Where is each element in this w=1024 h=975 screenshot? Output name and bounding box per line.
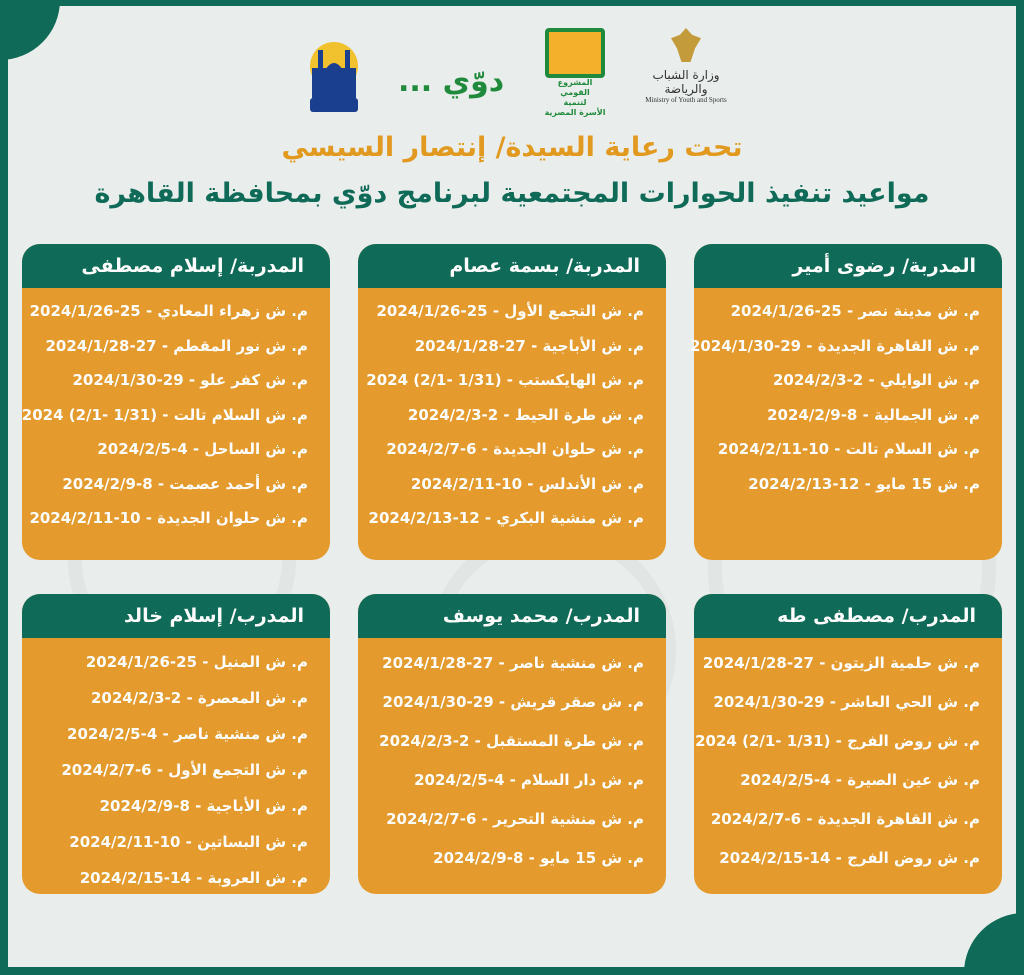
ministry-logo [636, 28, 736, 114]
schedule-item: م. ش دار السلام - 4-2024/2/5 [414, 771, 644, 789]
family-icon [545, 28, 605, 78]
schedule-item: م. ش المنيل - 25-2024/1/26 [85, 653, 308, 671]
page-title: مواعيد تنفيذ الحوارات المجتمعية لبرنامج دوّي بمحافظة القاهرة [94, 178, 930, 209]
trainer-name: المدربة/ إسلام مصطفى [22, 244, 330, 288]
trainer-name: المدرب/ إسلام خالد [22, 594, 330, 638]
family-project-logo [542, 28, 608, 117]
schedule-item: م. ش الوايلي - 2-2024/2/3 [772, 371, 980, 389]
schedule-item: م. ش التجمع الأول - 25-2024/1/26 [376, 302, 644, 320]
trainer-name: المدربة/ بسمة عصام [358, 244, 666, 288]
schedule-item: م. ش عين الصيرة - 4-2024/2/5 [740, 771, 980, 789]
schedule-item: م. ش الحي العاشر - 29-2024/1/30 [713, 693, 980, 711]
schedule-item: م. ش نور المقطم - 27-2024/1/28 [45, 336, 308, 355]
schedule-item: م. ش كفر علو - 29-2024/1/30 [72, 371, 308, 389]
logo-bar [8, 28, 1016, 120]
ministry-name-ar: وزارة الشباب والرياضة [652, 68, 720, 96]
schedule-item: م. ش الجمالية - 8-2024/2/9 [767, 405, 980, 424]
schedule-item: م. ش البساتين - 10-2024/2/11 [69, 833, 308, 851]
eagle-icon [671, 28, 701, 62]
schedule-item: م. ش حلوان الجديدة - 10-2024/2/11 [29, 509, 308, 527]
schedule-item: م. ش طرة الحيط - 2-2024/2/3 [407, 405, 644, 424]
trainer-card [358, 244, 666, 560]
daw-logo: دوّي ... [398, 64, 505, 99]
schedule-item: م. ش أحمد عصمت - 8-2024/2/9 [62, 474, 308, 493]
schedule-item: م. ش السلام تالت - (1/31 -2/1) 2024 [21, 405, 308, 424]
schedule-item: م. ش المعصرة - 2-2024/2/3 [90, 689, 308, 707]
schedule-item: م. ش طرة المستقبل - 2-2024/2/3 [379, 732, 644, 750]
schedule-item: م. ش السلام تالت - 10-2024/2/11 [717, 440, 980, 458]
schedule-item: م. ش حلمية الزيتون - 27-2024/1/28 [702, 654, 980, 672]
project-line: لتنمية [563, 98, 587, 107]
schedule-item: م. ش منشية ناصر - 27-2024/1/28 [382, 654, 644, 672]
schedule-item: م. ش مدينة نصر - 25-2024/1/26 [730, 302, 980, 320]
poster [8, 6, 1016, 967]
schedule-item: م. ش منشية التحرير - 6-2024/2/7 [386, 810, 644, 828]
schedule-item: م. ش الأباجية - 8-2024/2/9 [99, 797, 308, 815]
schedule-item: م. ش الأندلس - 10-2024/2/11 [410, 474, 644, 493]
schedule-item: م. ش الأباجية - 27-2024/1/28 [414, 336, 644, 355]
schedule-item: م. ش روض الفرج - (1/31 -2/1) 2024 [695, 732, 980, 750]
schedule-item: م. ش صقر قريش - 29-2024/1/30 [382, 693, 644, 711]
schedule-item: م. ش التجمع الأول - 6-2024/2/7 [61, 761, 308, 779]
schedule-item: م. ش الهايكستب - (1/31 -2/1) 2024 [366, 371, 644, 389]
trainer-name: المدرب/ محمد يوسف [358, 594, 666, 638]
schedule-item: م. ش القاهرة الجديدة - 6-2024/2/7 [710, 810, 980, 828]
schedule-item: م. ش 15 مايو - 8-2024/2/9 [433, 849, 644, 867]
trainer-card [22, 594, 330, 894]
cairo-governorate-logo [306, 28, 362, 114]
schedule-item: م. ش منشية ناصر - 4-2024/2/5 [67, 725, 308, 743]
project-line: الأسرة المصرية [544, 108, 606, 117]
schedule-item: م. ش حلوان الجديدة - 6-2024/2/7 [386, 440, 644, 458]
trainer-name: المدربة/ رضوى أمير [694, 244, 1002, 288]
schedule-item: م. ش منشية البكري - 12-2024/2/13 [368, 509, 644, 527]
schedule-item: م. ش القاهرة الجديدة - 29-2024/1/30 [689, 336, 980, 355]
schedule-item: م. ش الساحل - 4-2024/2/5 [97, 440, 308, 458]
schedule-item: م. ش زهراء المعادي - 25-2024/1/26 [29, 302, 308, 320]
patron-title: تحت رعاية السيدة/ إنتصار السيسي [281, 132, 743, 163]
schedule-item: م. ش العروبة - 14-2024/2/15 [79, 869, 308, 887]
trainer-card [358, 594, 666, 894]
schedule-item: م. ش 15 مايو - 12-2024/2/13 [748, 474, 980, 493]
corner-decoration [964, 913, 1024, 973]
ministry-name-en: Ministry of Youth and Sports [645, 96, 727, 104]
trainer-card [22, 244, 330, 560]
trainer-card [694, 594, 1002, 894]
project-line: المشروع القومي [557, 78, 593, 97]
trainer-name: المدرب/ مصطفى طه [694, 594, 1002, 638]
trainer-card [689, 244, 1002, 560]
schedule-item: م. ش روض الفرج - 14-2024/2/15 [719, 849, 980, 867]
